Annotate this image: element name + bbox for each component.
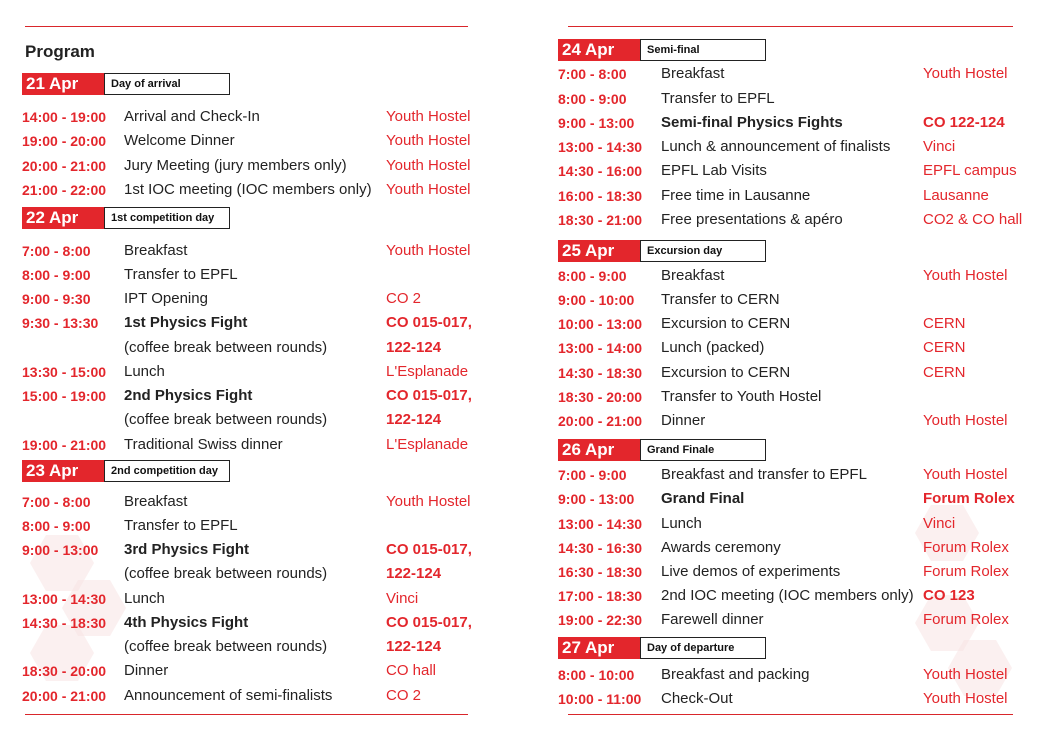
schedule-row [22, 515, 472, 537]
day-label: 1st competition day [104, 207, 230, 229]
row-location: CO 2 [386, 290, 422, 307]
row-activity: 3rd Physics Fight [124, 541, 250, 558]
bottom-rule-left [25, 714, 468, 715]
row-location: Forum Rolex [923, 490, 1015, 507]
row-time: 9:00 - 13:00 [558, 115, 635, 131]
schedule-row [558, 664, 1024, 686]
row-activity: Jury Meeting (jury members only) [124, 157, 347, 174]
row-time: 7:00 - 9:00 [558, 467, 627, 483]
row-time: 13:00 - 14:30 [22, 591, 107, 607]
top-rule-right [568, 26, 1013, 27]
row-location: CERN [923, 315, 966, 332]
schedule-row [22, 264, 472, 286]
schedule-row [558, 688, 1024, 710]
row-time: 7:00 - 8:00 [22, 243, 91, 259]
row-location: CO2 & CO hall [923, 211, 1023, 228]
row-activity: Arrival and Check-In [124, 108, 260, 125]
row-activity: Breakfast [124, 242, 188, 259]
row-location: CO hall [386, 662, 437, 679]
row-location: Youth Hostel [923, 666, 1008, 683]
row-activity: Breakfast [661, 65, 725, 82]
schedule-row [22, 588, 472, 610]
row-activity: (coffee break between rounds) [124, 565, 328, 582]
row-activity: Transfer to CERN [661, 291, 780, 308]
row-activity: Semi-final Physics Fights [661, 114, 843, 131]
row-activity: Live demos of experiments [661, 563, 841, 580]
row-location: Forum Rolex [923, 563, 1009, 580]
schedule-row [22, 660, 472, 682]
day-label: 2nd competition day [104, 460, 230, 482]
schedule-row [22, 240, 472, 262]
row-activity: (coffee break between rounds) [124, 638, 328, 655]
row-location: Vinci [386, 590, 419, 607]
row-time: 9:00 - 13:00 [22, 542, 99, 558]
top-rule-left [25, 26, 468, 27]
row-location: Youth Hostel [923, 466, 1008, 483]
row-time: 19:00 - 22:30 [558, 612, 643, 628]
page-title: Program [25, 42, 95, 61]
row-time: 16:30 - 18:30 [558, 564, 643, 580]
schedule-row [22, 155, 472, 177]
row-time: 10:00 - 11:00 [558, 691, 642, 707]
row-time: 14:30 - 18:30 [558, 365, 643, 381]
schedule-row [558, 160, 1024, 182]
bottom-rule-right [568, 714, 1013, 715]
row-time: 8:00 - 9:00 [22, 518, 91, 534]
schedule-row [558, 185, 1024, 207]
row-activity: Transfer to EPFL [124, 517, 238, 534]
row-time: 18:30 - 20:00 [22, 663, 107, 679]
day-header [22, 460, 232, 482]
schedule-row [558, 609, 1024, 631]
row-location: L'Esplanade [386, 363, 469, 380]
row-activity: Check-Out [661, 690, 733, 707]
row-location: Youth Hostel [386, 132, 471, 149]
schedule-row [558, 63, 1024, 85]
row-location: Forum Rolex [923, 539, 1009, 556]
schedule-row [558, 337, 1024, 359]
day-label: Day of arrival [104, 73, 230, 95]
row-activity: (coffee break between rounds) [124, 339, 328, 356]
row-activity: Lunch [661, 515, 702, 532]
row-time: 8:00 - 9:00 [558, 268, 627, 284]
day-header [558, 240, 768, 262]
row-location: Vinci [923, 138, 956, 155]
schedule-row [558, 313, 1024, 335]
row-time: 20:00 - 21:00 [558, 413, 643, 429]
row-activity: Breakfast and transfer to EPFL [661, 466, 867, 483]
row-activity: IPT Opening [124, 290, 208, 307]
row-location: CO 015-017, [386, 314, 472, 331]
day-date: 21 Apr [22, 73, 104, 95]
schedule-row [558, 513, 1024, 535]
row-activity: 2nd Physics Fight [124, 387, 253, 404]
schedule-row [22, 563, 472, 585]
row-time: 8:00 - 9:00 [22, 267, 91, 283]
row-time: 9:00 - 9:30 [22, 291, 91, 307]
row-time: 19:00 - 21:00 [22, 437, 107, 453]
schedule-row [558, 410, 1024, 432]
day-header [558, 439, 768, 461]
row-activity: Farewell dinner [661, 611, 764, 628]
row-time: 7:00 - 8:00 [558, 66, 627, 82]
row-time: 21:00 - 22:00 [22, 182, 107, 198]
row-time: 19:00 - 20:00 [22, 133, 107, 149]
schedule-row [22, 312, 472, 334]
row-activity: (coffee break between rounds) [124, 411, 328, 428]
row-activity: 2nd IOC meeting (IOC members only) [661, 587, 914, 604]
schedule-row [558, 209, 1024, 231]
schedule-row [22, 491, 472, 513]
schedule-row [558, 561, 1024, 583]
row-activity: Announcement of semi-finalists [124, 687, 333, 704]
row-activity: Breakfast [661, 267, 725, 284]
row-time: 20:00 - 21:00 [22, 158, 107, 174]
day-date: 23 Apr [22, 460, 104, 482]
row-location: Youth Hostel [923, 65, 1008, 82]
row-activity: Grand Final [661, 490, 745, 507]
schedule-row [22, 361, 472, 383]
row-activity: EPFL Lab Visits [661, 162, 767, 179]
row-location: Youth Hostel [386, 108, 471, 125]
row-location: 122-124 [386, 339, 442, 356]
row-location: CO 2 [386, 687, 422, 704]
row-activity: Traditional Swiss dinner [124, 436, 283, 453]
row-time: 13:00 - 14:30 [558, 516, 643, 532]
row-activity: Dinner [124, 662, 169, 679]
row-location: Youth Hostel [923, 412, 1008, 429]
schedule-row [22, 106, 472, 128]
row-location: Youth Hostel [386, 242, 471, 259]
row-location: L'Esplanade [386, 436, 469, 453]
row-activity: Transfer to EPFL [124, 266, 238, 283]
schedule-row [558, 88, 1024, 110]
row-activity: 1st Physics Fight [124, 314, 248, 331]
schedule-row [22, 636, 472, 658]
schedule-row [558, 464, 1024, 486]
row-time: 9:00 - 13:00 [558, 491, 635, 507]
schedule-row [22, 612, 472, 634]
row-location: Youth Hostel [386, 157, 471, 174]
row-location: EPFL campus [923, 162, 1017, 179]
row-location: CO 015-017, [386, 541, 472, 558]
day-label: Semi-final [640, 39, 766, 61]
row-activity: Breakfast [124, 493, 188, 510]
row-activity: 4th Physics Fight [124, 614, 249, 631]
row-time: 20:00 - 21:00 [22, 688, 107, 704]
row-location: Forum Rolex [923, 611, 1009, 628]
schedule-row [22, 385, 472, 407]
row-location: Youth Hostel [923, 690, 1008, 707]
day-date: 24 Apr [558, 39, 640, 61]
row-location: 122-124 [386, 411, 442, 428]
row-time: 9:00 - 10:00 [558, 292, 635, 308]
schedule-row [22, 179, 472, 201]
schedule-row [22, 130, 472, 152]
schedule-row [22, 288, 472, 310]
row-location: CERN [923, 339, 966, 356]
schedule-row [558, 585, 1024, 607]
schedule-row [22, 539, 472, 561]
row-location: 122-124 [386, 565, 442, 582]
day-header [22, 207, 232, 229]
row-location: CO 015-017, [386, 387, 472, 404]
row-time: 14:30 - 18:30 [22, 615, 107, 631]
row-activity: Excursion to CERN [661, 364, 791, 381]
row-time: 14:30 - 16:00 [558, 163, 643, 179]
row-time: 18:30 - 20:00 [558, 389, 643, 405]
schedule-row [558, 112, 1024, 134]
row-activity: Awards ceremony [661, 539, 781, 556]
row-time: 17:00 - 18:30 [558, 588, 643, 604]
day-header [22, 73, 232, 95]
row-time: 13:00 - 14:30 [558, 139, 643, 155]
row-activity: Lunch & announcement of finalists [661, 138, 891, 155]
day-label: Day of departure [640, 637, 766, 659]
day-date: 25 Apr [558, 240, 640, 262]
row-time: 10:00 - 13:00 [558, 316, 643, 332]
row-activity: 1st IOC meeting (IOC members only) [124, 181, 372, 198]
schedule-row [558, 537, 1024, 559]
schedule-row [558, 488, 1024, 510]
row-activity: Dinner [661, 412, 706, 429]
row-time: 16:00 - 18:30 [558, 188, 643, 204]
schedule-row [558, 386, 1024, 408]
row-location: CO 015-017, [386, 614, 472, 631]
day-label: Excursion day [640, 240, 766, 262]
row-activity: Welcome Dinner [124, 132, 235, 149]
row-time: 18:30 - 21:00 [558, 212, 643, 228]
row-activity: Lunch [124, 590, 165, 607]
row-activity: Free time in Lausanne [661, 187, 811, 204]
row-location: CERN [923, 364, 966, 381]
row-activity: Lunch [124, 363, 165, 380]
row-activity: Transfer to Youth Hostel [661, 388, 822, 405]
row-location: CO 122-124 [923, 114, 1005, 131]
row-location: 122-124 [386, 638, 442, 655]
row-time: 9:30 - 13:30 [22, 315, 99, 331]
schedule-row [558, 289, 1024, 311]
row-time: 13:30 - 15:00 [22, 364, 107, 380]
row-time: 15:00 - 19:00 [22, 388, 107, 404]
row-location: CO 123 [923, 587, 975, 604]
day-header [558, 39, 768, 61]
schedule-row [558, 136, 1024, 158]
schedule-row [558, 265, 1024, 287]
row-location: Youth Hostel [386, 181, 471, 198]
row-time: 14:00 - 19:00 [22, 109, 107, 125]
schedule-row [22, 434, 472, 456]
day-label: Grand Finale [640, 439, 766, 461]
schedule-row [22, 337, 472, 359]
row-time: 8:00 - 10:00 [558, 667, 635, 683]
schedule-row [22, 409, 472, 431]
day-date: 22 Apr [22, 207, 104, 229]
row-activity: Lunch (packed) [661, 339, 765, 356]
day-header [558, 637, 768, 659]
day-date: 26 Apr [558, 439, 640, 461]
row-activity: Free presentations & apéro [661, 211, 843, 228]
row-time: 7:00 - 8:00 [22, 494, 91, 510]
row-location: Youth Hostel [386, 493, 471, 510]
row-location: Vinci [923, 515, 956, 532]
schedule-row [22, 685, 472, 707]
row-time: 13:00 - 14:00 [558, 340, 643, 356]
row-location: Lausanne [923, 187, 989, 204]
row-time: 8:00 - 9:00 [558, 91, 627, 107]
row-activity: Transfer to EPFL [661, 90, 775, 107]
day-date: 27 Apr [558, 637, 640, 659]
schedule-row [558, 362, 1024, 384]
row-time: 14:30 - 16:30 [558, 540, 643, 556]
row-location: Youth Hostel [923, 267, 1008, 284]
row-activity: Breakfast and packing [661, 666, 810, 683]
row-activity: Excursion to CERN [661, 315, 791, 332]
